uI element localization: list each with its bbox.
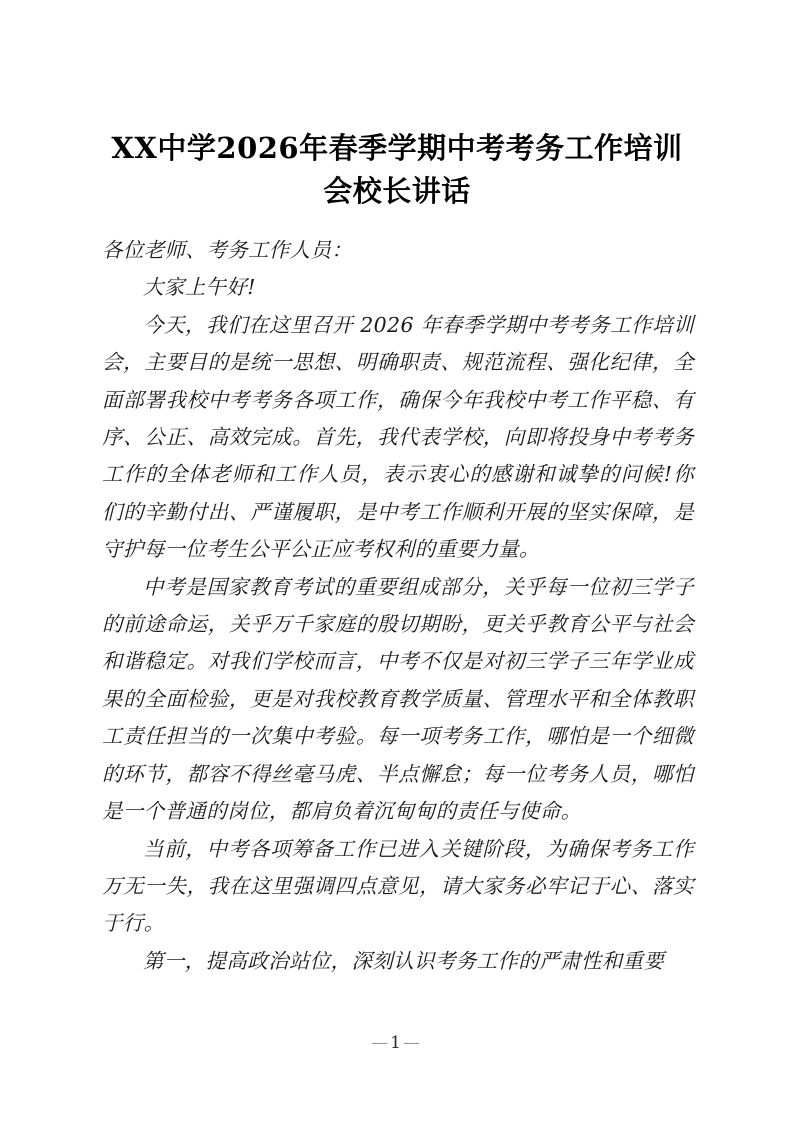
document-body [102,232,694,980]
page-footer [0,1032,793,1054]
paragraph-point-one: 第一，提高政治站位，深刻认识考务工作的严肃性和重要 [143,948,665,973]
footer-left-dash: — [371,1033,391,1053]
page-title: XX中学2026年春季学期中考考务工作培训会校长讲话 [111,131,683,209]
footer-page-number: 1 [390,1033,403,1053]
footer-right-dash: — [402,1033,422,1053]
paragraph-opening: 今天，我们在这里召开 2026 年春季学期中考考务工作培训会，主要目的是统一思想、明确职责、规范流程、强化纪律，全面部署我校中考考务各项工作，确保今年我校中考工作平稳、有序、公正、高效完成。首先，我代表学校，向即将投身中考考务工作的全体老师和工作人员，表示衷心的感谢和诚挚的问候!你们的辛勤付出、严谨履职，是中考工作顺利开展的坚实保障，是守护每一位考生公平公正应考权利的重要力量。 [102,312,694,562]
paragraph-current-stage: 当前，中考各项筹备工作已进入关键阶段，为确保考务工作万无一失，我在这里强调四点意见，请大家务必牢记于心、落实于行。 [102,836,694,936]
paragraph-significance: 中考是国家教育考试的重要组成部分，关乎每一位初三学子的前途命运，关乎万千家庭的殷切期盼，更关乎教育公平与社会和谐稳定。对我们学校而言，中考不仅是对初三学子三年学业成果的全面检验，更是对我校教育教学质量、管理水平和全体教职工责任担当的一次集中考验。每一项考务工作，哪怕是一个细微的环节，都容不得丝毫马虎、半点懈怠；每一位考务人员，哪怕是一个普通的岗位，都肩负着沉甸甸的责任与使命。 [102,574,694,824]
paragraph-salutation: 各位老师、考务工作人员： [102,238,353,262]
paragraph-greeting: 大家上午好! [143,275,256,300]
